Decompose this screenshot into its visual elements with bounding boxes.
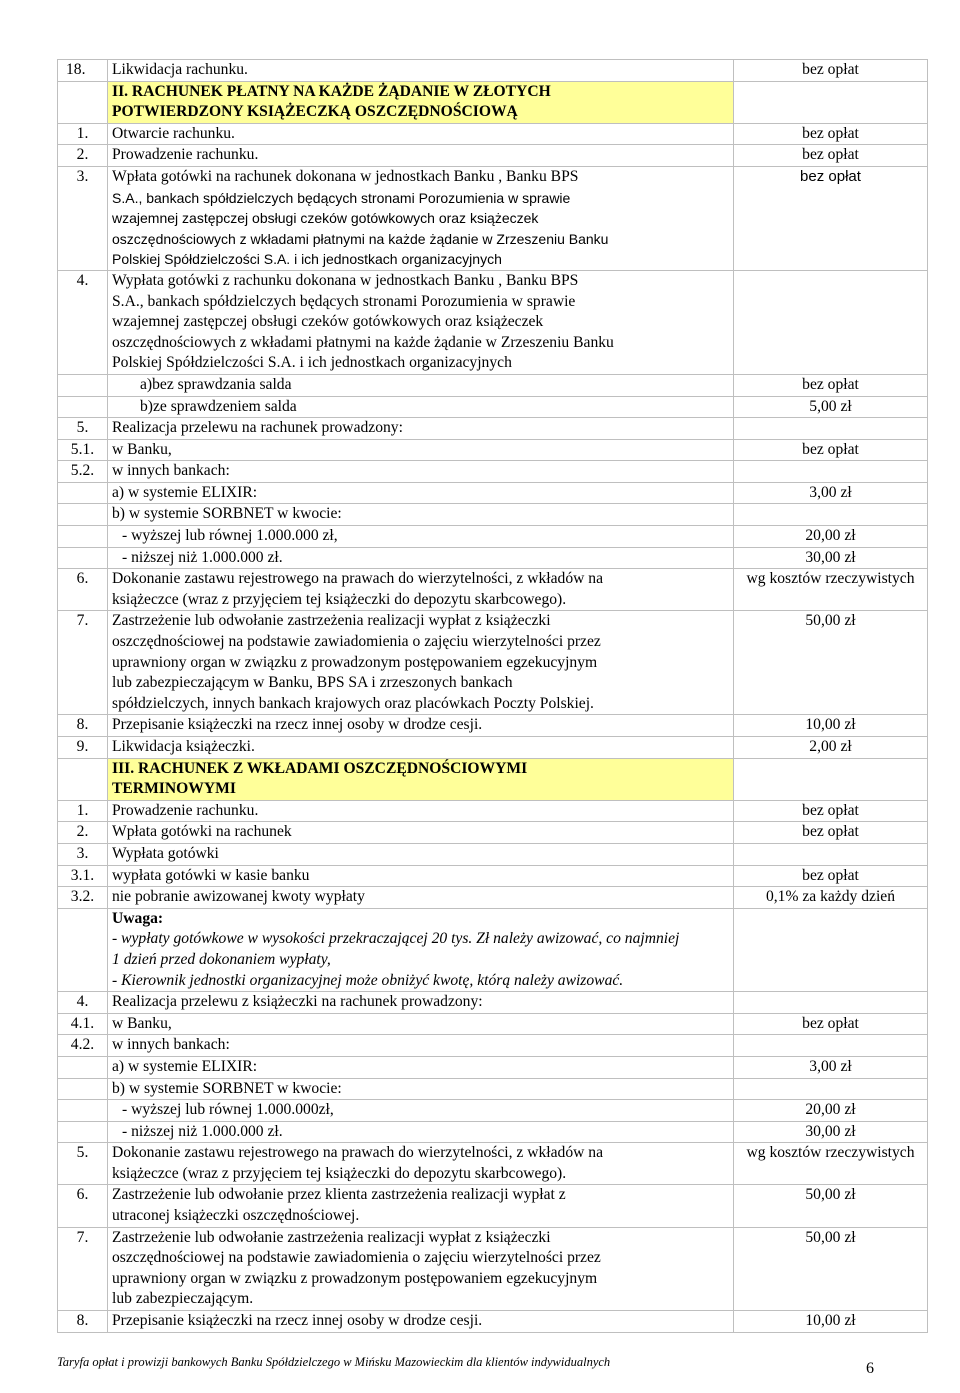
row-description: wypłata gotówki w kasie banku [108, 865, 734, 887]
row-fee: 0,1% za każdy dzień [734, 887, 928, 909]
page-number: 6 [866, 1360, 874, 1377]
row-fee: wg kosztów rzeczywistych [734, 569, 928, 611]
row-number: 5.1. [58, 439, 108, 461]
row-number: 4.1. [58, 1013, 108, 1035]
row-description: - wyższej lub równej 1.000.000 zł, [108, 526, 734, 548]
row-fee: 30,00 zł [734, 1121, 928, 1143]
row-fee: bez opłat [734, 800, 928, 822]
table-row [58, 800, 928, 822]
row-description: Realizacja przelewu na rachunek prowadzony: [108, 418, 734, 440]
row-number: 18. [58, 60, 108, 82]
row-fee: 3,00 zł [734, 482, 928, 504]
row-fee: 5,00 zł [734, 396, 928, 418]
row-description: - niższej niż 1.000.000 zł. [108, 547, 734, 569]
row-description: Prowadzenie rachunku. [108, 145, 734, 167]
row-number: 1. [58, 123, 108, 145]
row-fee: 50,00 zł [734, 1185, 928, 1227]
table-row [58, 123, 928, 145]
table-row [58, 715, 928, 737]
table-row [58, 60, 928, 82]
table-row [58, 418, 928, 440]
row-description: Zastrzeżenie lub odwołanie przez klienta zastrzeżenia realizacji wypłat z utraconej książeczki oszczędnościowej. [108, 1185, 734, 1227]
table-row [58, 439, 928, 461]
table-row [58, 396, 928, 418]
fee-table [57, 59, 928, 1333]
row-fee: 10,00 zł [734, 715, 928, 737]
row-fee: bez opłat [734, 865, 928, 887]
row-description: Wpłata gotówki na rachunek dokonana w jednostkach Banku , Banku BPS S.A., bankach spółdzielczych będących stronami Porozumienia w sprawie wzajemnej zastępczej obsługi czeków gotówkowych oraz książeczek oszczędnościowych z wkładami płatnymi na każde żądanie w Zrzeszeniu Banku Polskiej Spółdzielczości S.A. i ich jednostkach organizacyjnych [108, 166, 734, 270]
row-fee: 3,00 zł [734, 1056, 928, 1078]
table-row [58, 1311, 928, 1333]
row-description: Zastrzeżenie lub odwołanie zastrzeżenia realizacji wypłat z książeczki oszczędnościowej na podstawie zawiadomienia o zajęciu wierzytelności przez uprawniony organ w związku z prowadzonym postępowaniem egzekucyjnym lub zabezpieczającym w Banku, BPS SA i zrzeszonych bankach spółdzielczych, innych bankach krajowych oraz placówkach Poczty Polskiej. [108, 611, 734, 715]
row-number: 9. [58, 737, 108, 759]
row-fee: 30,00 zł [734, 547, 928, 569]
row-number: 8. [58, 715, 108, 737]
row-description: w Banku, [108, 439, 734, 461]
row-description: b) w systemie SORBNET w kwocie: [108, 1078, 734, 1100]
row-number: 6. [58, 1185, 108, 1227]
row-number: 3. [58, 843, 108, 865]
table-row [58, 865, 928, 887]
table-row [58, 1143, 928, 1185]
row-number: 3. [58, 166, 108, 270]
row-number: 2. [58, 145, 108, 167]
table-row [58, 1185, 928, 1227]
table-row [58, 843, 928, 865]
row-description: Likwidacja rachunku. [108, 60, 734, 82]
row-number: 4.2. [58, 1035, 108, 1057]
table-row [58, 1121, 928, 1143]
row-number: 3.2. [58, 887, 108, 909]
row-number: 2. [58, 822, 108, 844]
table-row [58, 145, 928, 167]
row-number: 6. [58, 569, 108, 611]
row-fee: 10,00 zł [734, 1311, 928, 1333]
row-description: Wypłata gotówki [108, 843, 734, 865]
table-row [58, 1056, 928, 1078]
table-row [58, 504, 928, 526]
row-number: 4. [58, 992, 108, 1014]
row-fee: bez opłat [734, 145, 928, 167]
row-description: Otwarcie rachunku. [108, 123, 734, 145]
row-description: Realizacja przelewu z książeczki na rachunek prowadzony: [108, 992, 734, 1014]
row-description: Dokonanie zastawu rejestrowego na prawach do wierzytelności, z wkładów na książeczce (wraz z przyjęciem tej książeczki do depozytu skarbcowego). [108, 1143, 734, 1185]
row-description: a) w systemie ELIXIR: [108, 1056, 734, 1078]
row-fee: bez opłat [734, 374, 928, 396]
row-fee: 50,00 zł [734, 1227, 928, 1310]
section-title: III. RACHUNEK Z WKŁADAMI OSZCZĘDNOŚCIOWYMI TERMINOWYMI [108, 758, 734, 800]
row-description: a)bez sprawdzania salda [108, 374, 734, 396]
row-number: 5.2. [58, 461, 108, 483]
row-description: Wpłata gotówki na rachunek [108, 822, 734, 844]
row-number: 3.1. [58, 865, 108, 887]
row-number: 8. [58, 1311, 108, 1333]
table-row [58, 1227, 928, 1310]
section-title: II. RACHUNEK PŁATNY NA KAŻDE ŻĄDANIE W ZŁOTYCH POTWIERDZONY KSIĄŻECZKĄ OSZCZĘDNOŚCIOWĄ [108, 81, 734, 123]
row-description: b) w systemie SORBNET w kwocie: [108, 504, 734, 526]
row-number: 5. [58, 418, 108, 440]
table-row [58, 1013, 928, 1035]
table-row [58, 166, 928, 270]
row-description: Zastrzeżenie lub odwołanie zastrzeżenia realizacji wypłat z książeczki oszczędnościowej na podstawie zawiadomienia o zajęciu wierzytelności przez uprawniony organ w związku z prowadzonym postępowaniem egzekucyjnym lub zabezpieczającym. [108, 1227, 734, 1310]
row-description: nie pobranie awizowanej kwoty wypłaty [108, 887, 734, 909]
row-fee: bez opłat [734, 166, 928, 270]
row-number: 7. [58, 611, 108, 715]
row-fee: 2,00 zł [734, 737, 928, 759]
note-title: Uwaga: [112, 909, 164, 927]
row-number: 5. [58, 1143, 108, 1185]
row-description: Prowadzenie rachunku. [108, 800, 734, 822]
row-description: w innych bankach: [108, 1035, 734, 1057]
page-footer: Taryfa opłat i prowizji bankowych Banku Spółdzielczego w Mińsku Mazowieckim dla klientów indywidualnych [57, 1355, 611, 1369]
row-fee: bez opłat [734, 439, 928, 461]
row-fee: bez opłat [734, 123, 928, 145]
table-row [58, 908, 928, 991]
table-row [58, 569, 928, 611]
row-fee: 20,00 zł [734, 526, 928, 548]
table-row [58, 887, 928, 909]
row-number: 7. [58, 1227, 108, 1310]
note-block: Uwaga: - wypłaty gotówkowe w wysokości przekraczającej 20 tys. Zł należy awizować, co najmniej 1 dzień przed dokonaniem wypłaty, - Kierownik jednostki organizacyjnej może obniżyć kwotę, którą należy awizować. [108, 908, 734, 991]
row-number: 1. [58, 800, 108, 822]
row-fee: 20,00 zł [734, 1100, 928, 1122]
section-header [58, 758, 928, 800]
row-description: Przepisanie książeczki na rzecz innej osoby w drodze cesji. [108, 1311, 734, 1333]
row-description: Dokonanie zastawu rejestrowego na prawach do wierzytelności, z wkładów na książeczce (wraz z przyjęciem tej książeczki do depozytu skarbcowego). [108, 569, 734, 611]
table-row [58, 526, 928, 548]
section-header [58, 81, 928, 123]
row-description: Likwidacja książeczki. [108, 737, 734, 759]
table-row [58, 822, 928, 844]
row-description: w innych bankach: [108, 461, 734, 483]
table-row [58, 270, 928, 374]
row-description: - wyższej lub równej 1.000.000zł, [108, 1100, 734, 1122]
row-description: Przepisanie książeczki na rzecz innej osoby w drodze cesji. [108, 715, 734, 737]
row-description: a) w systemie ELIXIR: [108, 482, 734, 504]
table-row [58, 1035, 928, 1057]
row-fee: bez opłat [734, 60, 928, 82]
table-row [58, 461, 928, 483]
row-fee: wg kosztów rzeczywistych [734, 1143, 928, 1185]
row-fee: bez opłat [734, 1013, 928, 1035]
table-row [58, 482, 928, 504]
table-row [58, 374, 928, 396]
row-description: w Banku, [108, 1013, 734, 1035]
row-fee: bez opłat [734, 822, 928, 844]
row-description: - niższej niż 1.000.000 zł. [108, 1121, 734, 1143]
table-row [58, 547, 928, 569]
row-number: 4. [58, 270, 108, 374]
table-row [58, 737, 928, 759]
table-row [58, 992, 928, 1014]
table-row [58, 1078, 928, 1100]
table-row [58, 1100, 928, 1122]
row-description: Wypłata gotówki z rachunku dokonana w jednostkach Banku , Banku BPS S.A., bankach spółdzielczych będących stronami Porozumienia w sprawie wzajemnej zastępczej obsługi czeków gotówkowych oraz książeczek oszczędnościowych z wkładami płatnymi na każde żądanie w Zrzeszeniu Banku Polskiej Spółdzielczości S.A. i ich jednostkach organizacyjnych [108, 270, 734, 374]
row-fee: 50,00 zł [734, 611, 928, 715]
row-description: b)ze sprawdzeniem salda [108, 396, 734, 418]
table-row [58, 611, 928, 715]
